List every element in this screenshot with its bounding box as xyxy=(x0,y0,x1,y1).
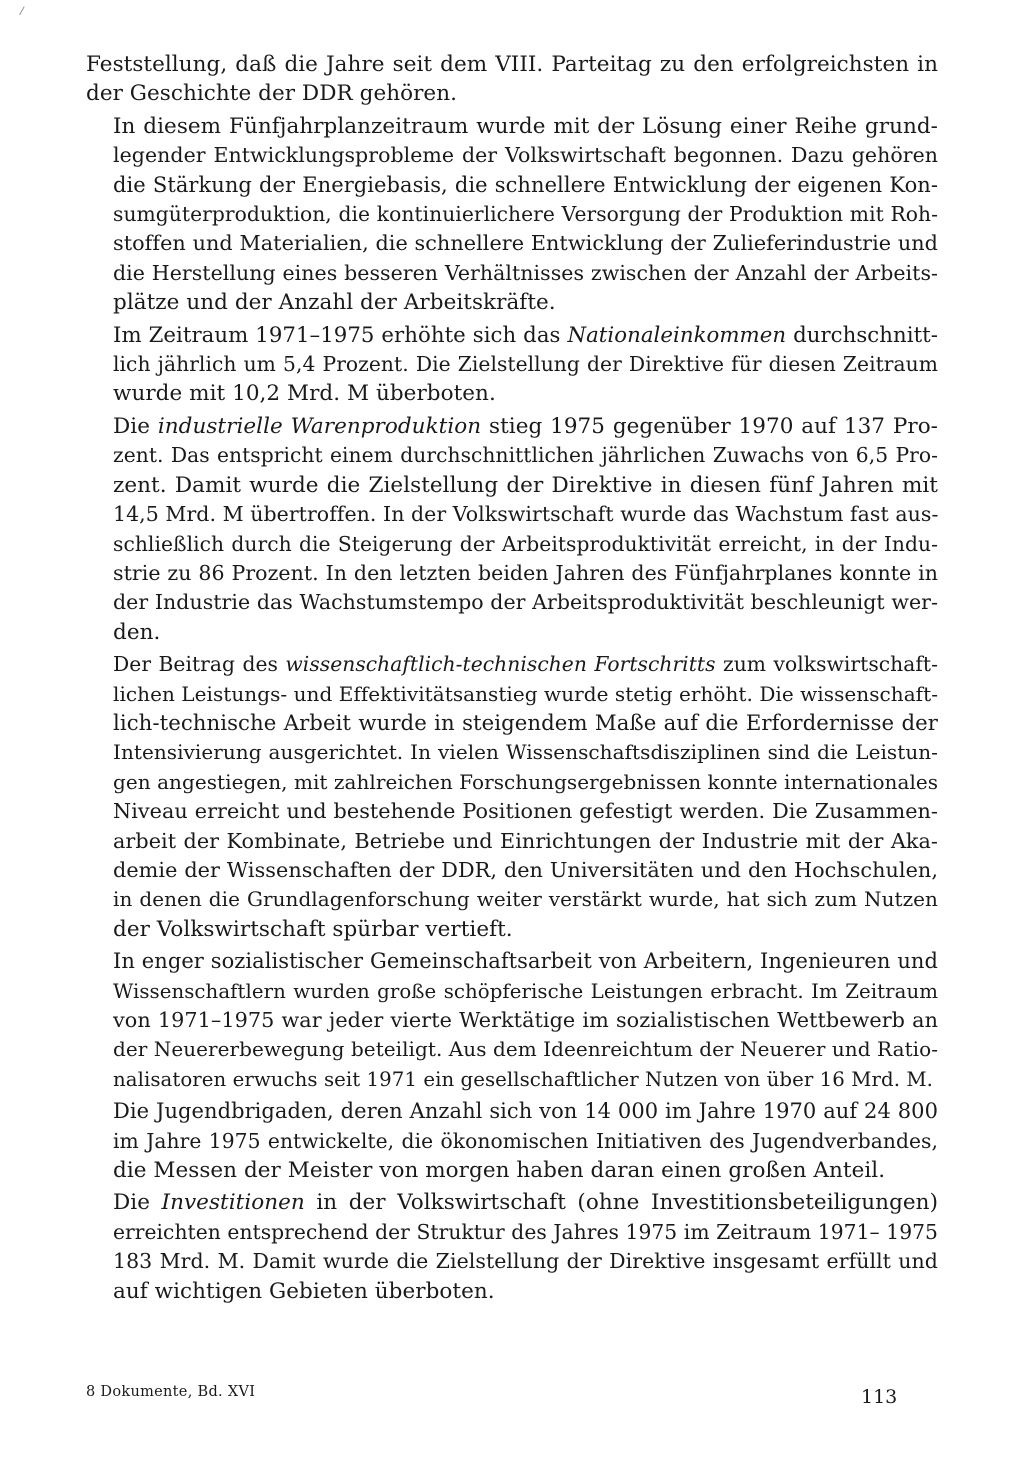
text-line xyxy=(86,738,938,767)
signature-mark: 8 Dokumente, Bd. XVI xyxy=(86,1384,256,1400)
text-run: von 1971–1975 war jeder vierte Werktätige im sozialistischen Wettbewerb an xyxy=(113,1008,938,1032)
paragraph xyxy=(86,650,938,944)
text-run: 14,5 Mrd. M übertroffen. In der Volkswirtschaft wurde das Wachstum fast aus- xyxy=(113,502,939,527)
text-run: der Industrie das Wachstumstempo der Arbeitsproduktivität beschleunigt wer- xyxy=(113,590,938,615)
text-run: Feststellung, daß die Jahre seit dem VIII. Parteitag zu den erfolgreichsten in xyxy=(86,52,938,77)
text-line xyxy=(86,885,938,914)
text-run: den. xyxy=(113,619,161,645)
text-line xyxy=(86,171,938,200)
margin-mark: / xyxy=(18,3,26,18)
text-run: der Volkswirtschaft spürbar vertieft. xyxy=(113,916,513,942)
text-run: In enger sozialistischer Gemeinschaftsarbeit von Arbeitern, Ingenieuren und xyxy=(113,949,938,974)
text-line xyxy=(86,288,938,317)
text-run: gen angestiegen, mit zahlreichen Forschungsergebnissen konnte internationales xyxy=(113,769,939,794)
text-run: im Jahre 1975 entwickelte, die ökonomischen Initiativen des Jugendverbandes, xyxy=(113,1128,938,1153)
text-run: die Stärkung der Energiebasis, die schnellere Entwicklung der eigenen Kon- xyxy=(113,172,938,197)
text-line xyxy=(86,947,938,976)
text-line xyxy=(86,1127,938,1156)
text-line xyxy=(86,1035,938,1064)
text-run: zum volkswirtschaft- xyxy=(715,652,939,677)
text-run: in der Volkswirtschaft (ohne Investitionsbeteiligungen) xyxy=(304,1190,939,1216)
text-run: Die Jugendbrigaden, deren Anzahl sich von 14 000 im Jahre 1970 auf 24 800 xyxy=(113,1099,938,1124)
text-line xyxy=(86,412,938,441)
text-run: die Messen der Meister von morgen haben daran einen großen Anteil. xyxy=(113,1158,886,1184)
text-line xyxy=(86,1218,938,1247)
text-line xyxy=(86,797,938,826)
text-run: in denen die Grundlagenforschung weiter verstärkt wurde, hat sich zum Nutzen xyxy=(113,887,938,912)
text-run: nalisatoren erwuchs seit 1971 ein gesellschaftlicher Nutzen von über 16 Mrd. M. xyxy=(113,1067,933,1091)
paragraph xyxy=(86,321,938,409)
text-run: Wissenschaftlern wurden große schöpferische Leistungen erbracht. Im Zeitraum xyxy=(113,979,938,1003)
text-run: wurde mit 10,2 Mrd. M überboten. xyxy=(113,381,496,407)
paragraph xyxy=(86,412,938,647)
text-line xyxy=(86,680,938,709)
text-line xyxy=(86,768,938,797)
text-line xyxy=(86,709,938,738)
text-line xyxy=(86,321,938,350)
text-run: lichen Leistungs- und Effektivitätsanstieg wurde stetig erhöht. Die wissenschaft- xyxy=(113,681,939,706)
text-run: durchschnitt- xyxy=(786,322,938,348)
text-line xyxy=(86,500,938,529)
text-line xyxy=(86,112,938,141)
text-line xyxy=(86,650,938,679)
text-run: demie der Wissenschaften der DDR, den Universitäten und den Hochschulen, xyxy=(113,857,938,882)
text-line xyxy=(86,200,938,229)
text-run: stoffen und Materialien, die schnellere Entwicklung der Zulieferindustrie und xyxy=(113,231,938,256)
text-line xyxy=(86,1065,938,1094)
text-run: Der Beitrag des xyxy=(113,652,286,677)
emphasized-term: industrielle Warenproduktion xyxy=(157,413,482,439)
paragraph xyxy=(86,1188,938,1306)
text-line xyxy=(86,141,938,170)
text-line xyxy=(86,379,938,408)
text-run: zent. Damit wurde die Zielstellung der Direktive in diesen fünf Jahren mit xyxy=(113,472,938,498)
text-line xyxy=(86,559,938,588)
text-run: Die xyxy=(113,1190,162,1216)
text-line xyxy=(86,79,938,108)
emphasized-term: wissenschaftlich-technischen Fortschritts xyxy=(285,652,716,677)
text-run: die Herstellung eines besseren Verhältnisses zwischen der Anzahl der Arbeits- xyxy=(113,260,938,285)
text-line xyxy=(86,1097,938,1126)
text-line xyxy=(86,1247,938,1276)
text-line xyxy=(86,259,938,288)
text-run: lich jährlich um 5,4 Prozent. Die Zielstellung der Direktive für diesen Zeitraum xyxy=(113,352,938,377)
text-line xyxy=(86,618,938,647)
text-line xyxy=(86,441,938,470)
text-line xyxy=(86,471,938,500)
text-run: schließlich durch die Steigerung der Arbeitsproduktivität erreicht, in der Indu- xyxy=(113,531,938,556)
text-run: der Geschichte der DDR gehören. xyxy=(86,81,457,107)
text-line xyxy=(86,1156,938,1185)
text-run: Niveau erreicht und bestehende Positionen gefestigt werden. Die Zusammen- xyxy=(113,799,938,824)
text-line xyxy=(86,229,938,258)
text-run: stieg 1975 gegenüber 1970 auf 137 Pro- xyxy=(481,413,938,439)
text-run: der Neuererbewegung beteiligt. Aus dem Ideenreichtum der Neuerer und Ratio- xyxy=(113,1037,938,1062)
text-line xyxy=(86,1006,938,1035)
text-run: Die xyxy=(113,413,158,439)
text-line xyxy=(86,856,938,885)
text-run: legender Entwicklungsprobleme der Volkswirtschaft begonnen. Dazu gehören xyxy=(113,143,938,168)
emphasized-term: Investitionen xyxy=(161,1190,305,1216)
text-run: lich-technische Arbeit wurde in steigendem Maße auf die Erfordernisse der xyxy=(113,710,938,736)
paragraph xyxy=(86,1097,938,1185)
text-line xyxy=(86,915,938,944)
text-line xyxy=(86,1188,938,1217)
text-run: Intensivierung ausgerichtet. In vielen Wissenschaftsdisziplinen sind die Leistun- xyxy=(113,740,938,765)
text-run: strie zu 86 Prozent. In den letzten beiden Jahren des Fünfjahrplanes konnte in xyxy=(113,560,938,585)
text-line xyxy=(86,530,938,559)
text-line xyxy=(86,977,938,1006)
text-run: auf wichtigen Gebieten überboten. xyxy=(113,1278,495,1304)
text-run: arbeit der Kombinate, Betriebe und Einrichtungen der Industrie mit der Aka- xyxy=(113,828,938,853)
text-run: Im Zeitraum 1971–1975 erhöhte sich das xyxy=(113,322,568,348)
text-run: plätze und der Anzahl der Arbeitskräfte. xyxy=(113,290,556,316)
emphasized-term: Nationaleinkommen xyxy=(567,322,787,348)
paragraph xyxy=(86,112,938,318)
text-line xyxy=(86,50,938,79)
text-run: sumgüterproduktion, die kontinuierlichere Versorgung der Produktion mit Roh- xyxy=(113,202,938,227)
text-run: zent. Das entspricht einem durchschnittlichen jährlichen Zuwachs von 6,5 Pro- xyxy=(113,443,938,468)
document-body xyxy=(86,50,938,1309)
page-number: 113 xyxy=(861,1386,898,1408)
text-run: 183 Mrd. M. Damit wurde die Zielstellung der Direktive insgesamt erfüllt und xyxy=(113,1249,938,1274)
paragraph xyxy=(86,50,938,109)
text-line xyxy=(86,588,938,617)
text-run: In diesem Fünfjahrplanzeitraum wurde mit der Lösung einer Reihe grund- xyxy=(113,113,938,139)
paragraph xyxy=(86,947,938,1094)
text-line xyxy=(86,1277,938,1306)
text-run: erreichten entsprechend der Struktur des Jahres 1975 im Zeitraum 1971– 1975 xyxy=(113,1219,938,1244)
text-line xyxy=(86,827,938,856)
text-line xyxy=(86,350,938,379)
